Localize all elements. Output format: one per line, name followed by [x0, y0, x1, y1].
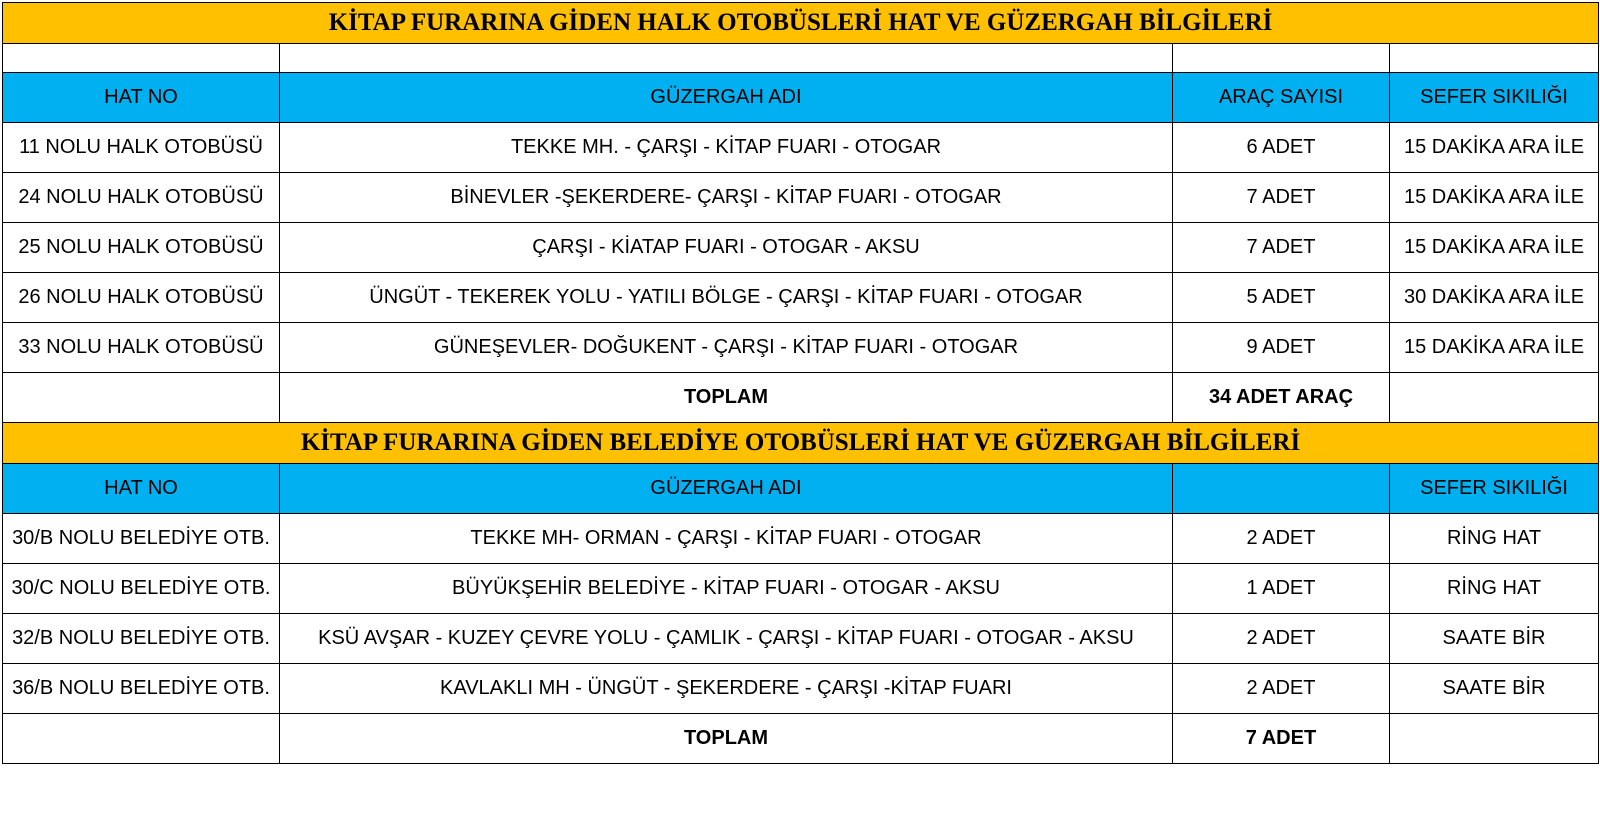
header-hat-no: HAT NO	[3, 73, 280, 123]
cell-arac-sayisi: 2 ADET	[1173, 514, 1390, 564]
cell-sefer-sikiligi: SAATE BİR	[1390, 614, 1599, 664]
cell-sefer-sikiligi: 15 DAKİKA ARA İLE	[1390, 173, 1599, 223]
cell-guzergah: ÜNGÜT - TEKEREK YOLU - YATILI BÖLGE - ÇARŞI - KİTAP FUARI - OTOGAR	[280, 273, 1173, 323]
cell-arac-sayisi: 9 ADET	[1173, 323, 1390, 373]
table-row	[3, 564, 1599, 614]
total-empty-cell	[1390, 714, 1599, 764]
cell-arac-sayisi: 1 ADET	[1173, 564, 1390, 614]
spacer-cell	[280, 44, 1173, 73]
header-arac-sayisi: ARAÇ SAYISI	[1173, 73, 1390, 123]
cell-hat-no: 30/C NOLU BELEDİYE OTB.	[3, 564, 280, 614]
section2-header-row	[3, 464, 1599, 514]
cell-arac-sayisi: 7 ADET	[1173, 173, 1390, 223]
table-row	[3, 223, 1599, 273]
cell-sefer-sikiligi: SAATE BİR	[1390, 664, 1599, 714]
total-value: 34 ADET ARAÇ	[1173, 373, 1390, 423]
cell-sefer-sikiligi: 30 DAKİKA ARA İLE	[1390, 273, 1599, 323]
cell-guzergah: BÜYÜKŞEHİR BELEDİYE - KİTAP FUARI - OTOGAR - AKSU	[280, 564, 1173, 614]
cell-arac-sayisi: 7 ADET	[1173, 223, 1390, 273]
cell-arac-sayisi: 5 ADET	[1173, 273, 1390, 323]
cell-arac-sayisi: 6 ADET	[1173, 123, 1390, 173]
cell-guzergah: KAVLAKLI MH - ÜNGÜT - ŞEKERDERE - ÇARŞI -KİTAP FUARI	[280, 664, 1173, 714]
cell-hat-no: 26 NOLU HALK OTOBÜSÜ	[3, 273, 280, 323]
total-empty-cell	[3, 373, 280, 423]
table-row	[3, 123, 1599, 173]
header-hat-no: HAT NO	[3, 464, 280, 514]
header-sefer-sikiligi: SEFER SIKILIĞI	[1390, 464, 1599, 514]
section2-total-row	[3, 714, 1599, 764]
table-row	[3, 273, 1599, 323]
cell-hat-no: 25 NOLU HALK OTOBÜSÜ	[3, 223, 280, 273]
section2-title: KİTAP FURARINA GİDEN BELEDİYE OTOBÜSLERİ HAT VE GÜZERGAH BİLGİLERİ	[3, 423, 1599, 464]
total-empty-cell	[3, 714, 280, 764]
total-value: 7 ADET	[1173, 714, 1390, 764]
cell-arac-sayisi: 2 ADET	[1173, 614, 1390, 664]
cell-hat-no: 32/B NOLU BELEDİYE OTB.	[3, 614, 280, 664]
cell-guzergah: TEKKE MH- ORMAN - ÇARŞI - KİTAP FUARI - OTOGAR	[280, 514, 1173, 564]
section2-title-row	[3, 423, 1599, 464]
spacer-cell	[1173, 44, 1390, 73]
total-label: TOPLAM	[280, 373, 1173, 423]
header-arac-sayisi	[1173, 464, 1390, 514]
cell-guzergah: GÜNEŞEVLER- DOĞUKENT - ÇARŞI - KİTAP FUARI - OTOGAR	[280, 323, 1173, 373]
cell-guzergah: TEKKE MH. - ÇARŞI - KİTAP FUARI - OTOGAR	[280, 123, 1173, 173]
cell-guzergah: KSÜ AVŞAR - KUZEY ÇEVRE YOLU - ÇAMLIK - ÇARŞI - KİTAP FUARI - OTOGAR - AKSU	[280, 614, 1173, 664]
total-label: TOPLAM	[280, 714, 1173, 764]
cell-sefer-sikiligi: 15 DAKİKA ARA İLE	[1390, 123, 1599, 173]
table-row	[3, 664, 1599, 714]
section1-title-row	[3, 3, 1599, 44]
cell-hat-no: 24 NOLU HALK OTOBÜSÜ	[3, 173, 280, 223]
cell-sefer-sikiligi: RİNG HAT	[1390, 564, 1599, 614]
spacer-cell	[3, 44, 280, 73]
table-row	[3, 323, 1599, 373]
bus-route-table	[2, 2, 1599, 764]
cell-hat-no: 33 NOLU HALK OTOBÜSÜ	[3, 323, 280, 373]
cell-sefer-sikiligi: RİNG HAT	[1390, 514, 1599, 564]
section1-total-row	[3, 373, 1599, 423]
cell-guzergah: ÇARŞI - KİATAP FUARI - OTOGAR - AKSU	[280, 223, 1173, 273]
section1-title: KİTAP FURARINA GİDEN HALK OTOBÜSLERİ HAT VE GÜZERGAH BİLGİLERİ	[3, 3, 1599, 44]
cell-hat-no: 36/B NOLU BELEDİYE OTB.	[3, 664, 280, 714]
cell-sefer-sikiligi: 15 DAKİKA ARA İLE	[1390, 323, 1599, 373]
header-guzergah: GÜZERGAH ADI	[280, 464, 1173, 514]
spacer-cell	[1390, 44, 1599, 73]
table-row	[3, 614, 1599, 664]
cell-guzergah: BİNEVLER -ŞEKERDERE- ÇARŞI - KİTAP FUARI - OTOGAR	[280, 173, 1173, 223]
total-empty-cell	[1390, 373, 1599, 423]
header-guzergah: GÜZERGAH ADI	[280, 73, 1173, 123]
section1-header-row	[3, 73, 1599, 123]
cell-hat-no: 30/B NOLU BELEDİYE OTB.	[3, 514, 280, 564]
cell-arac-sayisi: 2 ADET	[1173, 664, 1390, 714]
table-row	[3, 514, 1599, 564]
table-row	[3, 173, 1599, 223]
cell-sefer-sikiligi: 15 DAKİKA ARA İLE	[1390, 223, 1599, 273]
cell-hat-no: 11 NOLU HALK OTOBÜSÜ	[3, 123, 280, 173]
section1-spacer-row	[3, 44, 1599, 73]
header-sefer-sikiligi: SEFER SIKILIĞI	[1390, 73, 1599, 123]
